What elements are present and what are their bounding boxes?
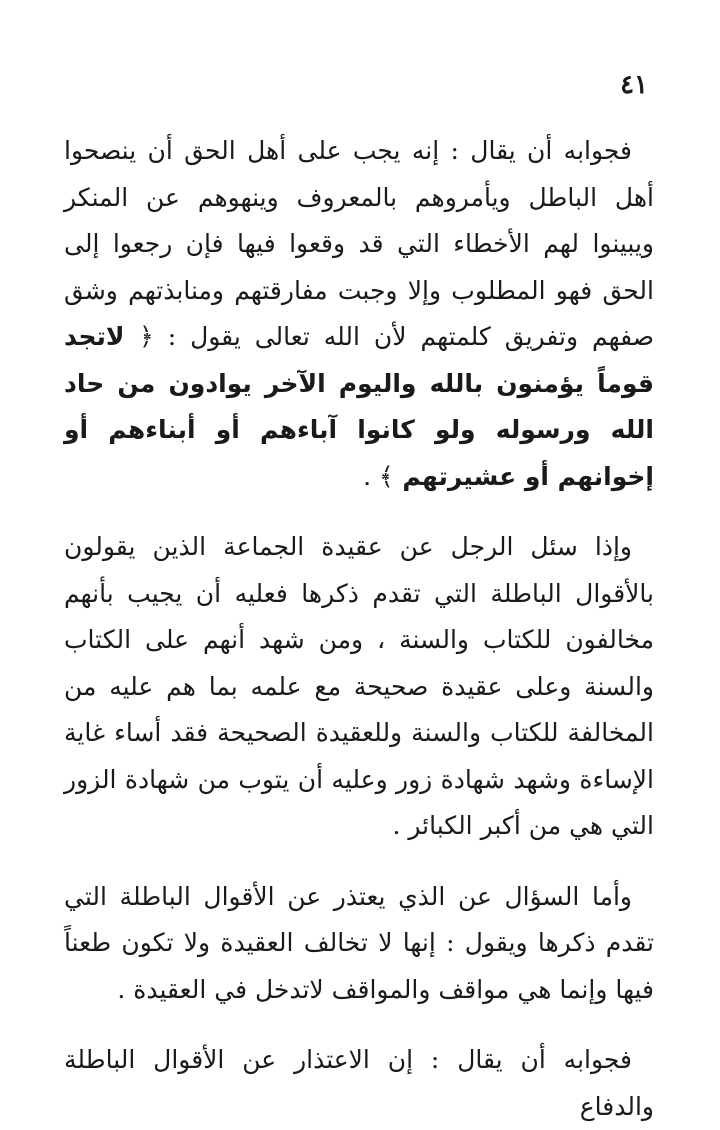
paragraph-1: [64, 128, 654, 500]
paragraph-1-text: فجوابه أن يقال : إنه يجب على أهل الحق أن ينصحوا أهل الباطل ويأمروهم بالمعروف وينهوهم عن المنكر ويبينوا لهم الأخطاء التي قد وقعوا فيها فإن رجعوا إلى الحق فهو المطلوب وإلا وجبت مفارقتهم ومنابذتهم وشق صفهم وتفريق كلمتهم لأن الله تعالى يقول :: [64, 136, 654, 351]
paragraph-2-text: وإذا سئل الرجل عن عقيدة الجماعة الذين يقولون بالأقوال الباطلة التي تقدم ذكرها فعليه أن يجيب بأنهم مخالفون للكتاب والسنة ، ومن شهد أنهم على الكتاب والسنة وعلى عقيدة صحيحة مع علمه بما هم عليه من المخالفة للكتاب والسنة وللعقيدة الصحيحة فقد أساء غاية الإساءة وشهد شهادة زور وعليه أن يتوب من شهادة الزور التي هي من أكبر الكبائر .: [64, 532, 654, 840]
paragraph-4: [64, 1037, 654, 1130]
paragraph-3: [64, 874, 654, 1014]
page-body: [64, 128, 654, 1130]
quote-text: لاتجد قوماً يؤمنون بالله واليوم الآخر يوادون من حاد الله ورسوله ولو كانوا آباءهم أو أبناءهم أو إخوانهم أو عشيرتهم: [64, 322, 654, 491]
paragraph-4-text: فجوابه أن يقال : إن الاعتذار عن الأقوال الباطلة والدفاع: [64, 1045, 654, 1121]
quote-open-bracket: ﴿: [139, 322, 154, 351]
page-number: ٤١: [620, 70, 648, 100]
paragraph-1-end: .: [363, 461, 380, 491]
paragraph-3-text: وأما السؤال عن الذي يعتذر عن الأقوال الباطلة التي تقدم ذكرها ويقول : إنها لا تخالف العقيدة ولا تكون طعناً فيها وإنما هي مواقف والمواقف لاتدخل في العقيدة .: [64, 881, 654, 1004]
quote-close-bracket: ﴾: [379, 461, 394, 491]
paragraph-2: [64, 524, 654, 850]
